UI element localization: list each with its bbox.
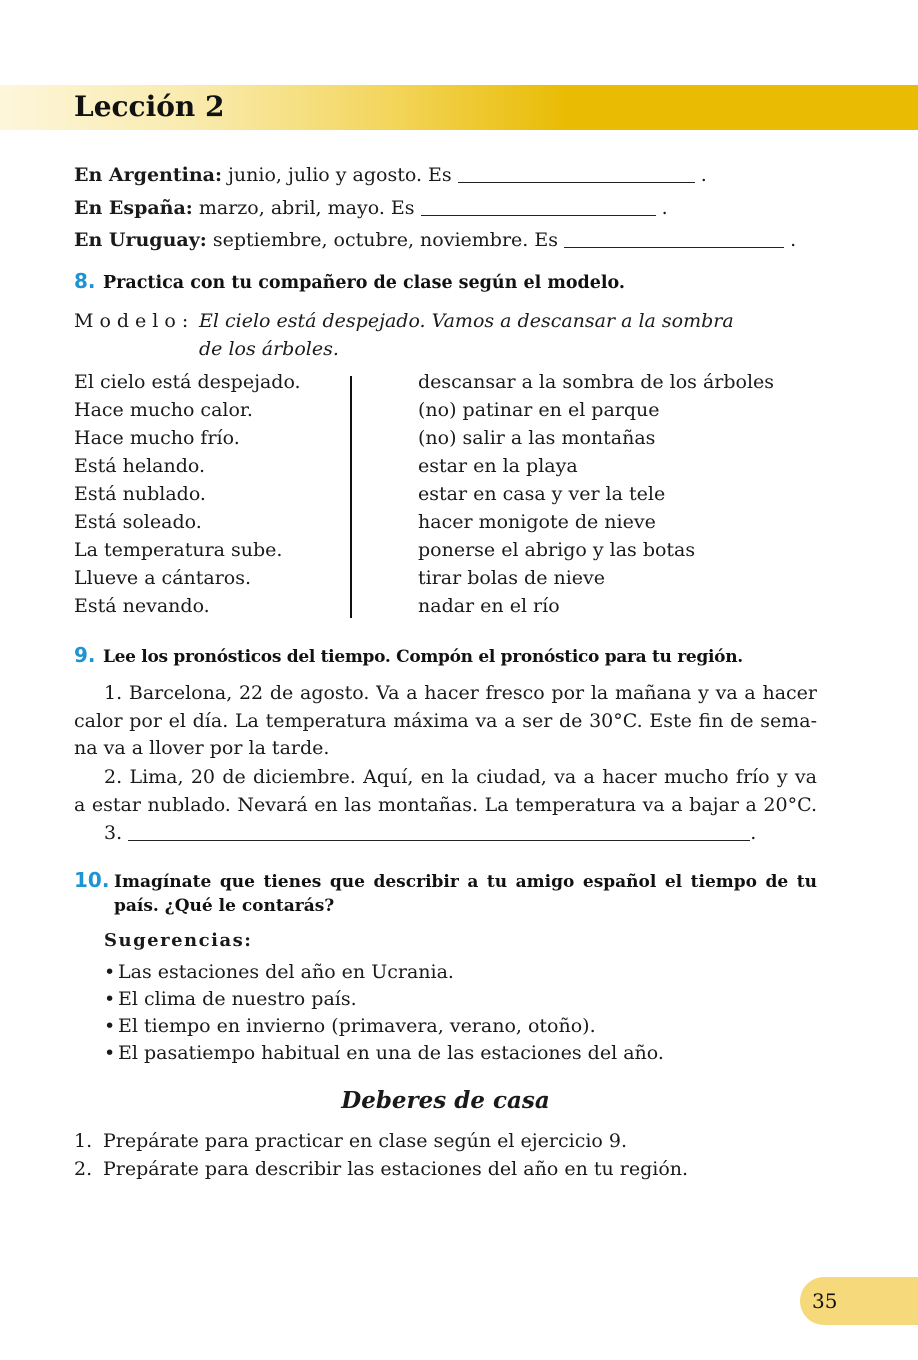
activity-item: nadar en el río bbox=[418, 595, 560, 617]
season-line-espana bbox=[74, 194, 668, 222]
activity-item: tirar bolas de nieve bbox=[418, 567, 606, 589]
condition-item: Llueve a cántaros. bbox=[74, 567, 252, 589]
answer-blank bbox=[128, 825, 750, 841]
activity-item: ponerse el abrigo y las botas bbox=[418, 539, 696, 561]
suggestions-list bbox=[104, 959, 664, 1067]
season-line-argentina bbox=[74, 161, 707, 189]
list-item-text: Las estaciones del año en Ucrania. bbox=[118, 961, 454, 983]
season-text: marzo, abril, mayo. Es bbox=[198, 197, 415, 219]
list-item-text: El clima de nuestro país. bbox=[118, 988, 357, 1010]
suggestions-label: Sugerencias: bbox=[104, 930, 253, 951]
homework-title: Deberes de casa bbox=[341, 1087, 550, 1114]
forecast-1-line: 1. Barcelona, 22 de agosto. Va a hacer fresco por la mañana y va a hacer bbox=[104, 682, 817, 704]
homework-list bbox=[74, 1127, 688, 1183]
sentence-end: . bbox=[661, 197, 668, 219]
condition-item: Está nevando. bbox=[74, 595, 210, 617]
season-text: septiembre, octubre, noviembre. Es bbox=[212, 229, 558, 251]
list-item bbox=[104, 1013, 664, 1040]
exercise-9-heading bbox=[74, 641, 743, 671]
list-item bbox=[104, 1040, 664, 1067]
answer-blank bbox=[564, 232, 784, 248]
forecast-2-line: a estar nublado. Nevará en las montañas. La temperatura va a bajar a 20°C. bbox=[74, 794, 817, 816]
season-text: junio, julio y agosto. Es bbox=[228, 164, 452, 186]
bullet: • bbox=[104, 961, 116, 983]
sentence-end: . bbox=[700, 164, 707, 186]
bullet: • bbox=[104, 988, 116, 1010]
column-divider bbox=[350, 376, 352, 618]
answer-blank bbox=[458, 167, 695, 183]
page-number: 35 bbox=[812, 1289, 838, 1313]
list-item-text: El tiempo en invierno (primavera, verano, otoño). bbox=[118, 1015, 596, 1037]
activity-item: estar en la playa bbox=[418, 455, 578, 477]
homework-item bbox=[74, 1127, 688, 1155]
bullet: • bbox=[104, 1042, 116, 1064]
sentence-end: . bbox=[790, 229, 797, 251]
homework-number: 2. bbox=[74, 1158, 93, 1180]
activity-item: estar en casa y ver la tele bbox=[418, 483, 666, 505]
condition-item: Está nublado. bbox=[74, 483, 206, 505]
exercise-10-heading bbox=[74, 868, 817, 918]
activity-item: (no) salir a las montañas bbox=[418, 427, 656, 449]
homework-text: Prepárate para describir las estaciones del año en tu región. bbox=[103, 1158, 689, 1180]
condition-item: La temperatura sube. bbox=[74, 539, 283, 561]
page-number-tab bbox=[800, 1277, 918, 1325]
exercise-number: 9. bbox=[74, 643, 96, 667]
exercise-instruction: Lee los pronósticos del tiempo. Compón el pronóstico para tu región. bbox=[103, 647, 743, 667]
season-label: En España: bbox=[74, 197, 193, 219]
model-label: Modelo: bbox=[74, 310, 195, 332]
condition-item: Está helando. bbox=[74, 455, 206, 477]
exercise-instruction: Practica con tu compañero de clase según el modelo. bbox=[103, 273, 625, 293]
homework-number: 1. bbox=[74, 1130, 93, 1152]
season-label: En Uruguay: bbox=[74, 229, 207, 251]
lesson-title: Lección 2 bbox=[74, 90, 225, 123]
forecast-1-line: calor por el día. La temperatura máxima va a ser de 30°C. Este fin de sema- bbox=[74, 710, 817, 732]
forecast-3-line bbox=[104, 819, 756, 847]
activity-item: (no) patinar en el parque bbox=[418, 399, 660, 421]
list-item-text: El pasatiempo habitual en una de las estaciones del año. bbox=[118, 1042, 664, 1064]
activities-column bbox=[418, 368, 774, 620]
activity-item: hacer monigote de nieve bbox=[418, 511, 656, 533]
season-line-uruguay bbox=[74, 226, 796, 254]
list-item bbox=[104, 959, 664, 986]
bullet: • bbox=[104, 1015, 116, 1037]
condition-item: El cielo está despejado. bbox=[74, 371, 301, 393]
exercise-instruction: Imagínate que tienes que describir a tu amigo español el tiempo de tu bbox=[114, 872, 817, 892]
condition-item: Está soleado. bbox=[74, 511, 202, 533]
exercise-instruction: país. ¿Qué le contarás? bbox=[114, 896, 335, 916]
forecast-1-line: na va a llover por la tarde. bbox=[74, 737, 330, 759]
homework-text: Prepárate para practicar en clase según el ejercicio 9. bbox=[103, 1130, 628, 1152]
condition-item: Hace mucho calor. bbox=[74, 399, 253, 421]
exercise-number: 8. bbox=[74, 269, 96, 293]
forecast-2-line: 2. Lima, 20 de diciembre. Aquí, en la ciudad, va a hacer mucho frío y va bbox=[104, 766, 817, 788]
conditions-column bbox=[74, 368, 301, 620]
exercise-8-heading bbox=[74, 267, 625, 297]
activity-item: descansar a la sombra de los árboles bbox=[418, 371, 775, 393]
exercise-number: 10. bbox=[74, 868, 110, 892]
model-example bbox=[199, 307, 734, 363]
condition-item: Hace mucho frío. bbox=[74, 427, 240, 449]
forecast-number: 3. bbox=[104, 822, 123, 844]
sentence-end: . bbox=[750, 822, 757, 844]
season-label: En Argentina: bbox=[74, 164, 222, 186]
list-item bbox=[104, 986, 664, 1013]
answer-blank bbox=[421, 200, 656, 216]
homework-item bbox=[74, 1155, 688, 1183]
model-line: de los árboles. bbox=[199, 338, 339, 360]
model-line: El cielo está despejado. Vamos a descansar a la sombra bbox=[199, 310, 734, 332]
